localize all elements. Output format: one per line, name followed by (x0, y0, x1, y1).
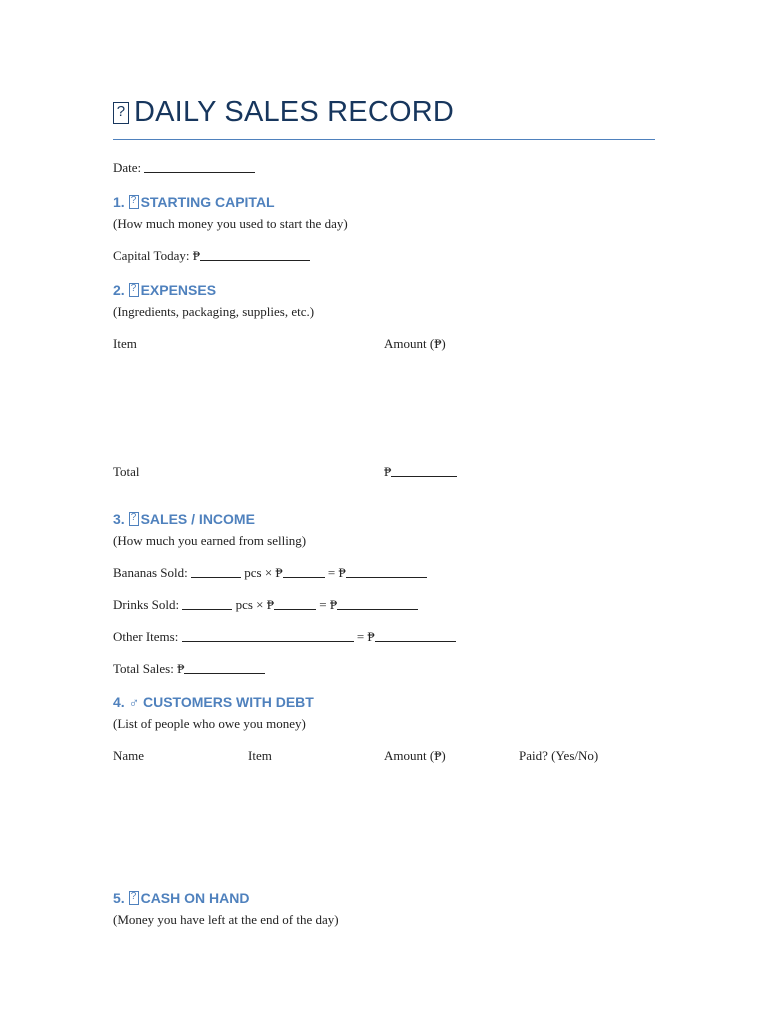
title-text: DAILY SALES RECORD (134, 96, 455, 128)
total-sales-blank[interactable] (184, 672, 265, 674)
male-sign-icon: ♂ (128, 694, 140, 710)
section-1-heading (113, 194, 275, 210)
drinks-line (113, 597, 418, 613)
section-1-number: 1. (113, 194, 125, 210)
other-items-total-blank[interactable] (375, 640, 456, 642)
section-1-note: (How much money you used to start the day) (113, 216, 348, 231)
capital-line (113, 248, 310, 264)
section-3-number: 3. (113, 511, 125, 527)
section-5-number: 5. (113, 890, 125, 906)
section-3-title: SALES / INCOME (140, 511, 255, 527)
debt-col-paid: Paid? (Yes/No) (519, 748, 599, 763)
bananas-pcs: pcs × ₱ (244, 565, 283, 580)
drinks-equals: = ₱ (319, 597, 338, 612)
capital-blank[interactable] (200, 259, 310, 261)
date-blank[interactable] (144, 171, 255, 173)
section-4-note: (List of people who owe you money) (113, 716, 306, 731)
bananas-qty-blank[interactable] (191, 576, 241, 578)
drinks-pcs: pcs × ₱ (235, 597, 274, 612)
total-sales-line (113, 661, 265, 677)
debt-col-amount: Amount (₱) (384, 748, 446, 763)
other-items-line (113, 629, 456, 645)
expenses-total-currency: ₱ (384, 464, 392, 479)
drinks-qty-blank[interactable] (182, 608, 232, 610)
section-5-note: (Money you have left at the end of the day) (113, 912, 339, 927)
drinks-total-blank[interactable] (337, 608, 418, 610)
section-4-title: CUSTOMERS WITH DEBT (142, 694, 314, 710)
section-2-note: (Ingredients, packaging, supplies, etc.) (113, 304, 315, 319)
section-4-heading (113, 694, 314, 710)
drinks-label: Drinks Sold: (113, 597, 180, 612)
missing-glyph-icon (113, 102, 129, 124)
other-items-blank[interactable] (182, 640, 354, 642)
debt-col-name: Name (113, 748, 145, 763)
bananas-line (113, 565, 427, 581)
section-3-heading (113, 511, 255, 527)
debt-col-item: Item (248, 748, 272, 763)
missing-glyph-icon (129, 891, 139, 905)
missing-glyph-icon (129, 512, 139, 526)
missing-glyph-icon (129, 283, 139, 297)
expenses-total-blank[interactable] (391, 475, 457, 477)
section-5-heading (113, 890, 249, 906)
expenses-col-item: Item (113, 336, 137, 351)
bananas-equals: = ₱ (327, 565, 346, 580)
expenses-total-amount (384, 464, 457, 480)
section-3-note: (How much you earned from selling) (113, 533, 307, 548)
section-5-title: CASH ON HAND (140, 890, 250, 906)
section-2-number: 2. (113, 282, 125, 298)
document-page (113, 0, 655, 1024)
expenses-col-amount: Amount (₱) (384, 336, 446, 351)
expenses-total-label: Total (113, 464, 140, 479)
section-2-title: EXPENSES (140, 282, 217, 298)
section-1-title: STARTING CAPITAL (140, 194, 275, 210)
total-sales-label: Total Sales: ₱ (113, 661, 185, 676)
bananas-total-blank[interactable] (346, 576, 427, 578)
page-title (113, 96, 454, 129)
other-items-label: Other Items: (113, 629, 179, 644)
bananas-price-blank[interactable] (283, 576, 325, 578)
title-divider (113, 139, 655, 140)
date-line (113, 160, 255, 176)
date-label: Date: (113, 160, 142, 175)
bananas-label: Bananas Sold: (113, 565, 188, 580)
capital-label: Capital Today: ₱ (113, 248, 200, 263)
section-4-number: 4. (113, 694, 125, 710)
missing-glyph-icon (129, 195, 139, 209)
other-items-equals: = ₱ (356, 629, 375, 644)
drinks-price-blank[interactable] (274, 608, 316, 610)
section-2-heading (113, 282, 216, 298)
